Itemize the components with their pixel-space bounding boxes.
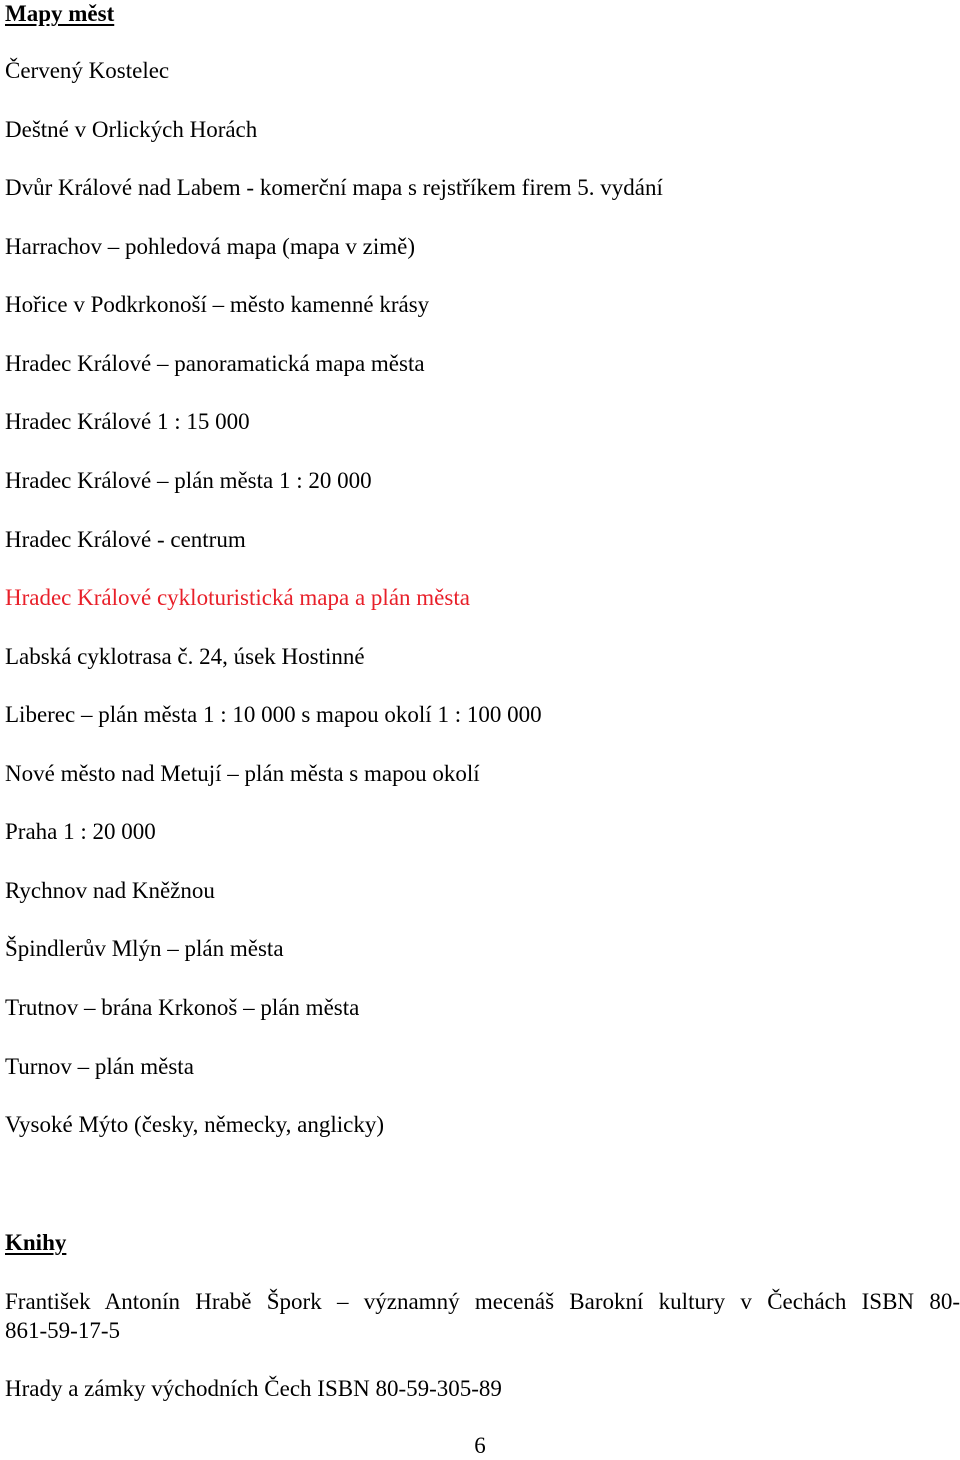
- book-item-line: František Antonín Hrabě Špork – významný mecenáš Barokní kultury v Čechách ISBN 80-: [5, 1289, 960, 1314]
- books-heading: Knihy: [5, 1230, 67, 1255]
- map-item: Dvůr Králové nad Labem - komerční mapa s rejstříkem firem 5. vydání: [5, 175, 663, 200]
- map-item: Hořice v Podkrkonoší – město kamenné krásy: [5, 292, 430, 317]
- map-item: Červený Kostelec: [5, 58, 170, 83]
- page-number: 6: [474, 1433, 486, 1458]
- book-item: [5, 1287, 960, 1345]
- map-item: Hradec Králové – panoramatická mapa města: [5, 351, 425, 376]
- map-item: Hradec Králové – plán města 1 : 20 000: [5, 468, 372, 493]
- map-item: Deštné v Orlických Horách: [5, 117, 258, 142]
- map-item: Turnov – plán města: [5, 1054, 194, 1079]
- map-item: Liberec – plán města 1 : 10 000 s mapou okolí 1 : 100 000: [5, 702, 542, 727]
- maps-heading: Mapy měst: [5, 1, 115, 26]
- map-item: Nové město nad Metují – plán města s mapou okolí: [5, 761, 480, 786]
- book-item: Hrady a zámky východních Čech ISBN 80-59-305-89: [5, 1376, 502, 1401]
- map-item: Hradec Králové - centrum: [5, 527, 246, 552]
- book-item-line: 861-59-17-5: [5, 1318, 120, 1343]
- map-item: Harrachov – pohledová mapa (mapa v zimě): [5, 234, 415, 259]
- map-item: Hradec Králové 1 : 15 000: [5, 409, 250, 434]
- map-item: Trutnov – brána Krkonoš – plán města: [5, 995, 360, 1020]
- map-item-highlighted: Hradec Králové cykloturistická mapa a plán města: [5, 585, 470, 610]
- map-item: Praha 1 : 20 000: [5, 819, 156, 844]
- map-item: Rychnov nad Kněžnou: [5, 878, 215, 903]
- map-item: Špindlerův Mlýn – plán města: [5, 936, 284, 961]
- map-item: Labská cyklotrasa č. 24, úsek Hostinné: [5, 644, 365, 669]
- map-item: Vysoké Mýto (česky, německy, anglicky): [5, 1112, 384, 1137]
